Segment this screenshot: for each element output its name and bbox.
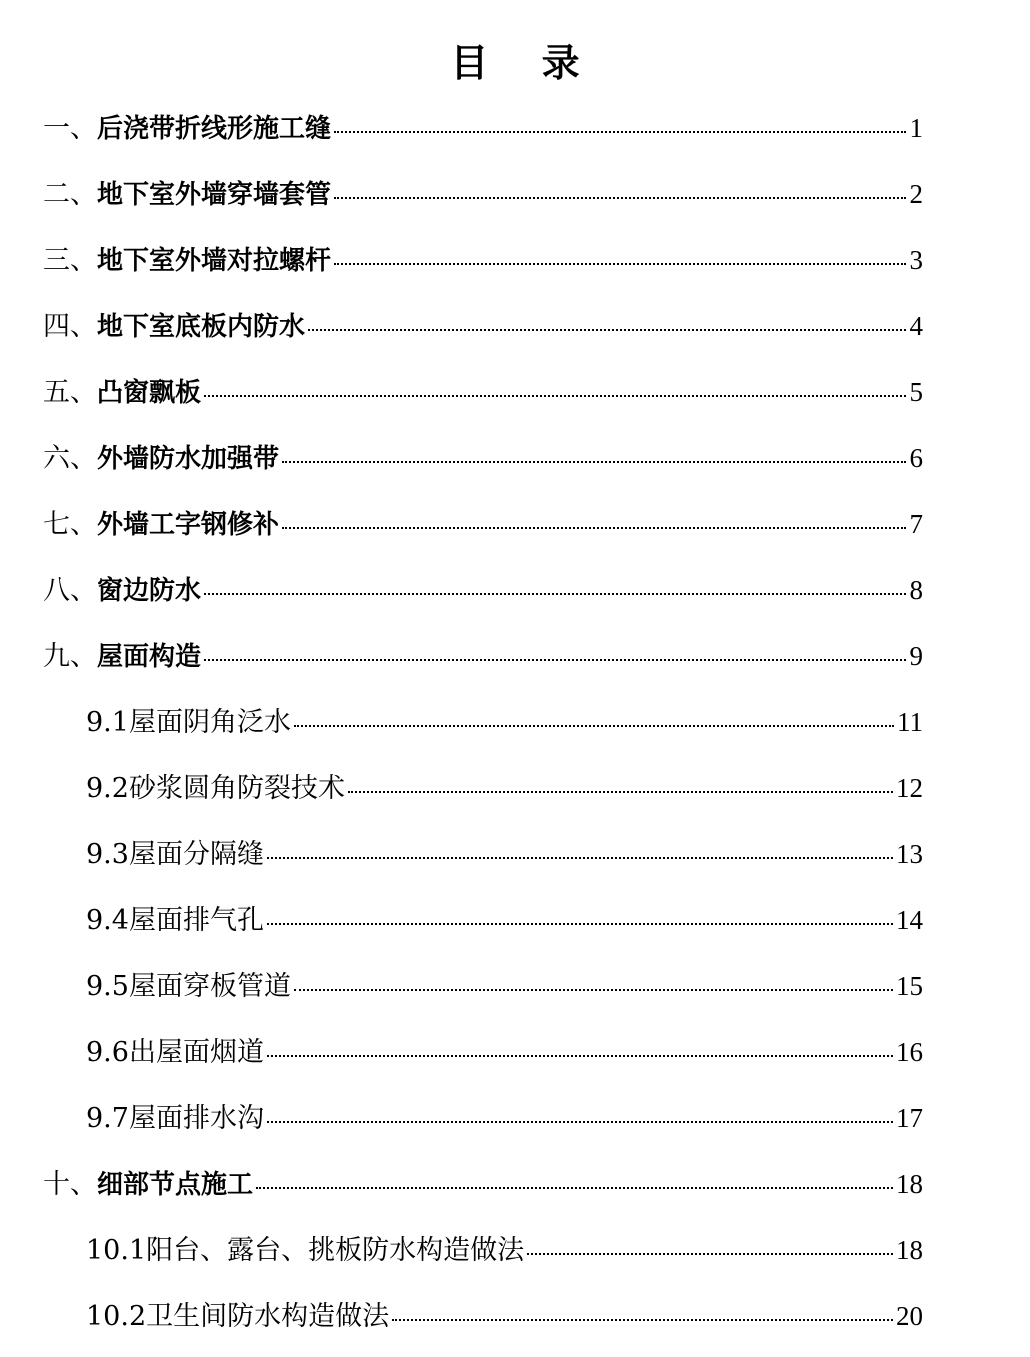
toc-subentry[interactable] xyxy=(43,1024,923,1090)
toc-entry-page: 12 xyxy=(896,773,923,803)
toc-entry-label: 外墙防水加强带 xyxy=(97,444,280,474)
toc-entry[interactable] xyxy=(43,232,923,298)
toc-entry-page: 16 xyxy=(896,1037,923,1067)
dot-leader xyxy=(282,527,906,529)
toc-entry-number: 9.4 xyxy=(86,905,129,936)
toc-entry-number: 9.3 xyxy=(86,839,129,870)
toc-entry-number: 五、 xyxy=(43,377,97,408)
toc-list xyxy=(43,100,923,1354)
toc-subentry[interactable] xyxy=(43,760,923,826)
toc-entry-page: 13 xyxy=(896,839,923,869)
dot-leader xyxy=(267,1121,893,1123)
toc-entry-page: 1 xyxy=(909,113,923,143)
toc-entry-label: 细部节点施工 xyxy=(97,1170,254,1200)
toc-entry[interactable] xyxy=(43,100,923,166)
toc-entry-label: 地下室底板内防水 xyxy=(97,312,306,342)
toc-subentry[interactable] xyxy=(43,958,923,1024)
toc-entry[interactable] xyxy=(43,496,923,562)
toc-entry-label: 屋面构造 xyxy=(97,642,202,672)
dot-leader xyxy=(334,263,906,265)
toc-entry-number: 八、 xyxy=(43,575,97,606)
toc-subentry[interactable] xyxy=(43,1222,923,1288)
toc-entry-number: 三、 xyxy=(43,245,97,276)
toc-entry-number: 9.7 xyxy=(86,1103,129,1134)
toc-entry-page: 20 xyxy=(896,1301,923,1331)
toc-entry-page: 15 xyxy=(896,971,923,1001)
dot-leader xyxy=(334,131,906,133)
dot-leader xyxy=(267,1055,893,1057)
dot-leader xyxy=(204,593,906,595)
toc-entry-number: 四、 xyxy=(43,311,97,342)
dot-leader xyxy=(267,857,893,859)
toc-entry-page: 14 xyxy=(896,905,923,935)
toc-entry-page: 6 xyxy=(909,443,923,473)
toc-entry-label: 窗边防水 xyxy=(97,576,202,606)
toc-entry-number: 10.1 xyxy=(86,1235,147,1266)
toc-entry[interactable] xyxy=(43,562,923,628)
toc-entry-page: 2 xyxy=(909,179,923,209)
toc-entry-number: 十、 xyxy=(43,1169,97,1200)
dot-leader xyxy=(392,1319,893,1321)
toc-entry-page: 9 xyxy=(909,641,923,671)
toc-entry-number: 10.2 xyxy=(86,1301,147,1332)
toc-entry-page: 18 xyxy=(896,1169,923,1199)
toc-entry-number: 9.6 xyxy=(86,1037,129,1068)
toc-entry-page: 11 xyxy=(897,707,923,737)
toc-entry-label: 屋面分隔缝 xyxy=(128,839,264,870)
toc-entry-number: 二、 xyxy=(43,179,97,210)
toc-entry[interactable] xyxy=(43,1156,923,1222)
dot-leader xyxy=(527,1253,893,1255)
dot-leader xyxy=(256,1187,893,1189)
toc-entry-page: 4 xyxy=(909,311,923,341)
toc-entry-number: 9.2 xyxy=(86,773,129,804)
toc-entry-label: 地下室外墙穿墙套管 xyxy=(97,180,332,210)
toc-entry-label: 出屋面烟道 xyxy=(128,1037,264,1068)
toc-entry[interactable] xyxy=(43,364,923,430)
toc-entry-label: 屋面阴角泛水 xyxy=(128,707,291,738)
dot-leader xyxy=(267,923,893,925)
dot-leader xyxy=(282,461,906,463)
toc-subentry[interactable] xyxy=(43,1288,923,1354)
toc-entry-number: 九、 xyxy=(43,641,97,672)
toc-entry[interactable] xyxy=(43,628,923,694)
toc-entry-number: 9.1 xyxy=(86,707,129,738)
toc-entry-page: 8 xyxy=(909,575,923,605)
toc-entry-label: 卫生间防水构造做法 xyxy=(146,1301,390,1332)
toc-entry-page: 3 xyxy=(909,245,923,275)
toc-entry-label: 屋面排水沟 xyxy=(128,1103,264,1134)
page-title: 目 录 xyxy=(450,41,600,86)
toc-entry-label: 屋面排气孔 xyxy=(128,905,264,936)
toc-entry-label: 砂浆圆角防裂技术 xyxy=(128,773,345,804)
toc-entry-page: 18 xyxy=(896,1235,923,1265)
toc-entry-page: 7 xyxy=(909,509,923,539)
toc-entry-label: 外墙工字钢修补 xyxy=(97,510,280,540)
toc-entry-number: 一、 xyxy=(43,113,97,144)
dot-leader xyxy=(348,791,893,793)
dot-leader xyxy=(294,725,894,727)
toc-entry-label: 后浇带折线形施工缝 xyxy=(97,114,332,144)
toc-entry-number: 七、 xyxy=(43,509,97,540)
toc-entry-label: 屋面穿板管道 xyxy=(128,971,291,1002)
dot-leader xyxy=(308,329,906,331)
dot-leader xyxy=(204,659,906,661)
toc-entry[interactable] xyxy=(43,166,923,232)
toc-subentry[interactable] xyxy=(43,892,923,958)
dot-leader xyxy=(294,989,893,991)
toc-subentry[interactable] xyxy=(43,694,923,760)
dot-leader xyxy=(204,395,906,397)
toc-entry-label: 凸窗飘板 xyxy=(97,378,202,408)
toc-entry[interactable] xyxy=(43,298,923,364)
toc-entry-page: 17 xyxy=(896,1103,923,1133)
toc-entry-number: 9.5 xyxy=(86,971,129,1002)
dot-leader xyxy=(334,197,906,199)
toc-entry-number: 六、 xyxy=(43,443,97,474)
toc-subentry[interactable] xyxy=(43,1090,923,1156)
toc-entry-label: 阳台、露台、挑板防水构造做法 xyxy=(146,1235,525,1266)
toc-entry-label: 地下室外墙对拉螺杆 xyxy=(97,246,332,276)
toc-entry-page: 5 xyxy=(909,377,923,407)
toc-subentry[interactable] xyxy=(43,826,923,892)
toc-entry[interactable] xyxy=(43,430,923,496)
